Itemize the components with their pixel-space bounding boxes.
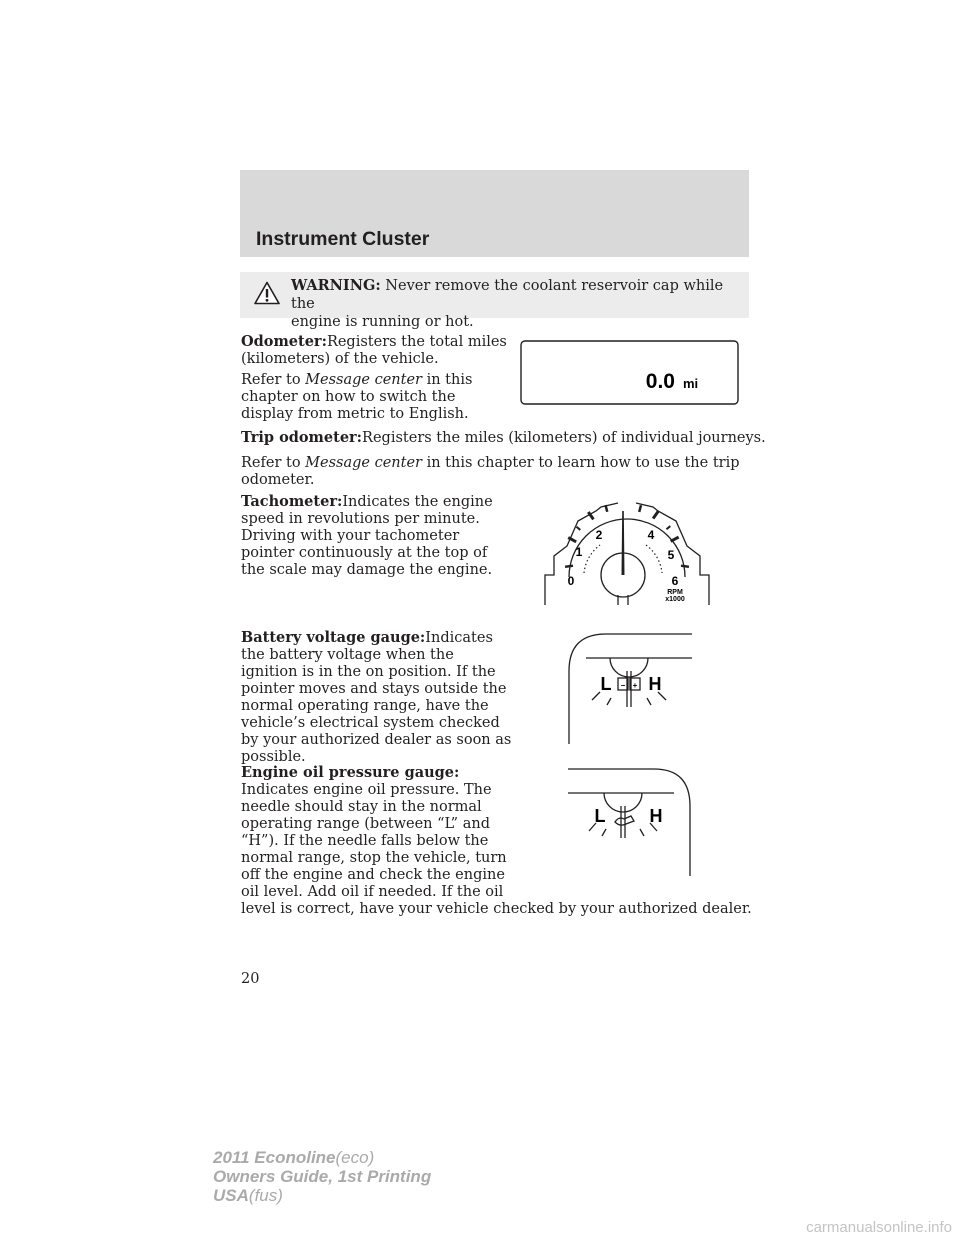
footer-region-code: (fus) [248,1186,283,1205]
battery-high-label: H [648,674,662,694]
battery-low-label: L [600,674,612,694]
warning-label: WARNING: [291,277,381,294]
section-header [240,170,749,257]
page-number: 20 [241,971,260,987]
tach-unit: RPM [667,589,683,596]
oil-low-label: L [594,806,606,826]
battery-plus-symbol: + [632,681,638,690]
battery-paragraph: Battery voltage gauge:Indicates the battery voltage when the ignition is in the on position. If the pointer moves and stays outside the normal operating range, have the vehicle’s electrical system checked by your authorized dealer as soon as possible. [241,629,512,765]
message-center-link: Message center [305,372,422,388]
footer-region: USA [213,1186,249,1205]
tach-tick-2: 2 [595,528,603,542]
odometer-paragraph: Odometer:Registers the total miles (kilometers) of the vehicle. [241,333,507,367]
tach-tick-5: 5 [667,548,675,562]
warning-text: WARNING: Never remove the coolant reservoir cap while the engine is running or hot. [291,277,724,330]
odometer-display [520,340,739,405]
battery-minus-symbol: − [620,681,626,690]
oil-paragraph: Engine oil pressure gauge: Indicates engine oil pressure. The needle should stay in the normal operating range (between “L” and “H”). If the needle falls below the normal range, stop the vehicle, turn off the engine and check the engine oil level. Add oil if needed. If the oil level is correct, have your vehicle checked by your authorized dealer. [241,764,752,917]
tach-tick-4: 4 [647,528,655,542]
warning-box [240,272,749,330]
footer-model-code: (eco) [335,1148,375,1167]
trip-refer-paragraph: Refer to Message center in this chapter to learn how to use the trip odometer. [241,455,740,488]
odometer-refer-paragraph: Refer to Message center in this chapter on how to switch the display from metric to English. [241,372,473,422]
footer-guide: Owners Guide, 1st Printing [213,1167,432,1186]
section-title: Instrument Cluster [256,228,430,250]
tach-tick-0: 0 [567,574,575,588]
tach-multiplier: x1000 [665,596,685,603]
message-center-link-2: Message center [305,455,422,471]
warning-triangle-icon [254,281,280,305]
oil-high-label: H [649,806,663,826]
tachometer-paragraph: Tachometer:Indicates the engine speed in revolutions per minute. Driving with your tachometer pointer continuously at the top of the scale may damage the engine. [241,493,493,578]
document-footer [213,1148,431,1205]
tach-tick-1: 1 [575,545,583,559]
tachometer-gauge [538,493,716,605]
oil-pressure-gauge [568,766,694,876]
trip-odometer-paragraph: Trip odometer:Registers the miles (kilometers) of individual journeys. [241,429,766,446]
battery-voltage-gauge [566,631,692,744]
footer-model: 2011 Econoline [213,1148,336,1167]
tach-tick-6: 6 [671,574,679,588]
site-watermark: carmanualsonline.info [806,1219,952,1236]
odometer-unit: mi [683,376,699,391]
odometer-value: 0.0 [645,370,675,393]
